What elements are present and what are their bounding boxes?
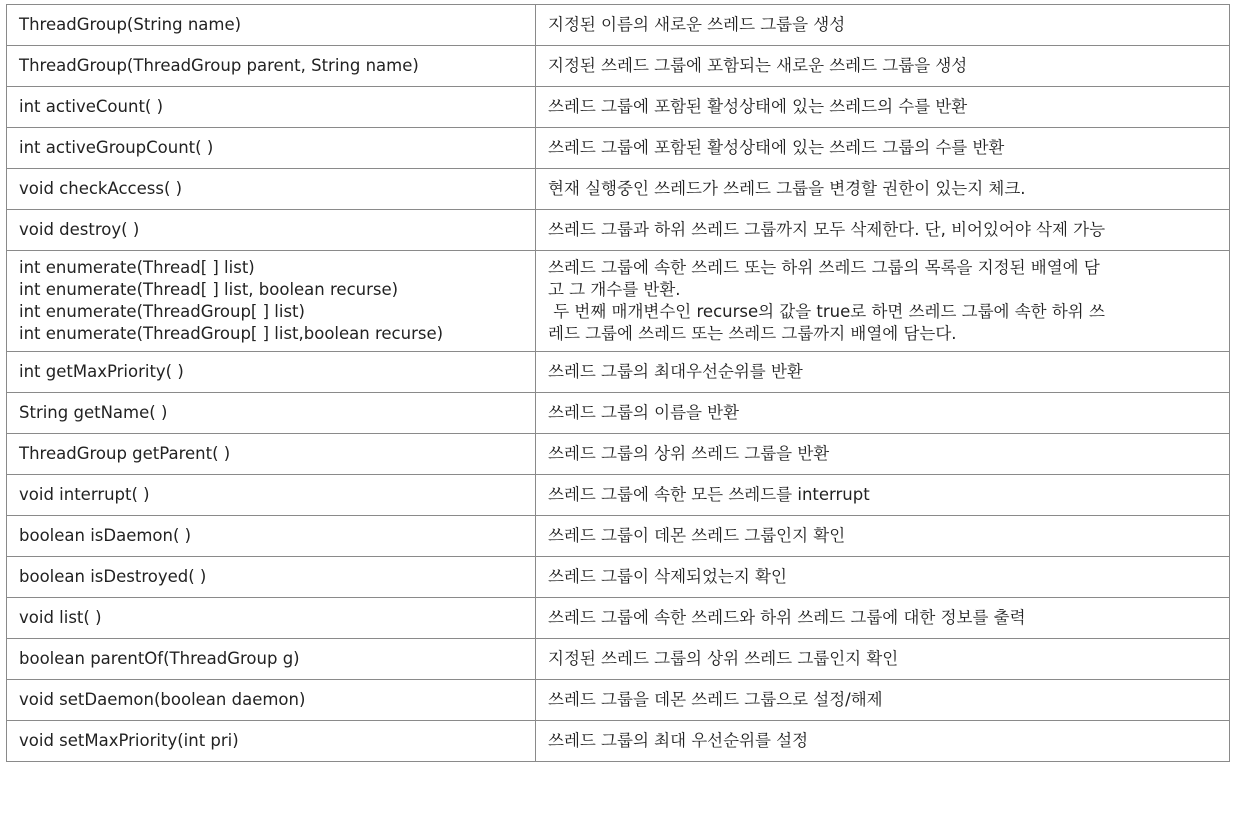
table-row — [7, 475, 1230, 516]
description-cell — [536, 46, 1230, 87]
method-signature: void setDaemon(boolean daemon) — [19, 690, 306, 709]
method-signature: ThreadGroup(ThreadGroup parent, String name) — [19, 56, 419, 75]
table-row — [7, 598, 1230, 639]
table-body — [7, 5, 1230, 762]
method-description: 쓰레드 그룹의 상위 쓰레드 그룹을 반환 — [548, 444, 830, 463]
method-signature: void list( ) — [19, 608, 102, 627]
method-description: 레드 그룹에 쓰레드 또는 쓰레드 그룹까지 배열에 담는다. — [548, 324, 957, 343]
description-cell — [536, 557, 1230, 598]
method-description: 쓰레드 그룹의 최대 우선순위를 설정 — [548, 731, 809, 750]
method-description: 쓰레드 그룹을 데몬 쓰레드 그룹으로 설정/해제 — [548, 690, 883, 709]
method-cell — [7, 128, 536, 169]
method-signature: int enumerate(Thread[ ] list) — [19, 258, 255, 277]
method-description: 쓰레드 그룹에 포함된 활성상태에 있는 쓰레드의 수를 반환 — [548, 97, 968, 116]
method-signature: void setMaxPriority(int pri) — [19, 731, 239, 750]
table-row — [7, 557, 1230, 598]
method-description: 지정된 쓰레드 그룹에 포함되는 새로운 쓰레드 그룹을 생성 — [548, 56, 968, 75]
table-row — [7, 251, 1230, 352]
method-description: 쓰레드 그룹에 속한 모든 쓰레드를 interrupt — [548, 485, 870, 504]
description-cell — [536, 352, 1230, 393]
description-cell — [536, 87, 1230, 128]
method-signature: void destroy( ) — [19, 220, 140, 239]
method-cell — [7, 516, 536, 557]
threadgroup-api-table-container — [6, 4, 1228, 762]
table-row — [7, 46, 1230, 87]
method-signature: int enumerate(ThreadGroup[ ] list) — [19, 302, 305, 321]
method-cell — [7, 680, 536, 721]
method-description: 쓰레드 그룹에 속한 쓰레드와 하위 쓰레드 그룹에 대한 정보를 출력 — [548, 608, 1026, 627]
method-cell — [7, 251, 536, 352]
method-cell — [7, 434, 536, 475]
description-cell — [536, 516, 1230, 557]
table-row — [7, 721, 1230, 762]
method-signature: int activeCount( ) — [19, 97, 164, 116]
method-cell — [7, 598, 536, 639]
method-description: 쓰레드 그룹과 하위 쓰레드 그룹까지 모두 삭제한다. 단, 비어있어야 삭제 가능 — [548, 220, 1106, 239]
table-row — [7, 434, 1230, 475]
table-row — [7, 87, 1230, 128]
table-row — [7, 393, 1230, 434]
method-cell — [7, 46, 536, 87]
description-cell — [536, 639, 1230, 680]
method-cell — [7, 352, 536, 393]
method-description: 쓰레드 그룹의 이름을 반환 — [548, 403, 740, 422]
description-cell — [536, 5, 1230, 46]
description-cell — [536, 680, 1230, 721]
table-row — [7, 5, 1230, 46]
method-cell — [7, 639, 536, 680]
method-description: 쓰레드 그룹이 데몬 쓰레드 그룹인지 확인 — [548, 526, 846, 545]
table-row — [7, 128, 1230, 169]
description-cell — [536, 169, 1230, 210]
table-row — [7, 639, 1230, 680]
method-description: 두 번째 매개변수인 recurse의 값을 true로 하면 쓰레드 그룹에 속한 하위 쓰 — [548, 302, 1105, 321]
method-description: 쓰레드 그룹에 포함된 활성상태에 있는 쓰레드 그룹의 수를 반환 — [548, 138, 1005, 157]
description-cell — [536, 475, 1230, 516]
method-signature: boolean isDestroyed( ) — [19, 567, 207, 586]
method-cell — [7, 393, 536, 434]
table-row — [7, 210, 1230, 251]
method-signature: String getName( ) — [19, 403, 168, 422]
method-signature: ThreadGroup(String name) — [19, 15, 242, 34]
method-description: 쓰레드 그룹이 삭제되었는지 확인 — [548, 567, 787, 586]
method-signature: int enumerate(ThreadGroup[ ] list,boolean recurse) — [19, 324, 444, 343]
threadgroup-api-table — [6, 4, 1230, 762]
method-description: 지정된 쓰레드 그룹의 상위 쓰레드 그룹인지 확인 — [548, 649, 899, 668]
method-signature: int getMaxPriority( ) — [19, 362, 184, 381]
method-cell — [7, 5, 536, 46]
method-description: 고 그 개수를 반환. — [548, 280, 681, 299]
description-cell — [536, 721, 1230, 762]
method-signature: ThreadGroup getParent( ) — [19, 444, 231, 463]
method-description: 쓰레드 그룹에 속한 쓰레드 또는 하위 쓰레드 그룹의 목록을 지정된 배열에 담 — [548, 258, 1100, 277]
method-description: 현재 실행중인 쓰레드가 쓰레드 그룹을 변경할 권한이 있는지 체크. — [548, 179, 1026, 198]
method-description: 지정된 이름의 새로운 쓰레드 그룹을 생성 — [548, 15, 846, 34]
method-cell — [7, 557, 536, 598]
description-cell — [536, 434, 1230, 475]
description-cell — [536, 393, 1230, 434]
method-cell — [7, 87, 536, 128]
method-signature: int activeGroupCount( ) — [19, 138, 214, 157]
description-cell — [536, 210, 1230, 251]
table-row — [7, 680, 1230, 721]
table-row — [7, 169, 1230, 210]
description-cell — [536, 251, 1230, 352]
method-cell — [7, 169, 536, 210]
method-signature: boolean isDaemon( ) — [19, 526, 192, 545]
method-signature: void checkAccess( ) — [19, 179, 183, 198]
method-cell — [7, 721, 536, 762]
method-cell — [7, 475, 536, 516]
method-signature: void interrupt( ) — [19, 485, 150, 504]
table-row — [7, 352, 1230, 393]
method-description: 쓰레드 그룹의 최대우선순위를 반환 — [548, 362, 803, 381]
description-cell — [536, 128, 1230, 169]
method-signature: int enumerate(Thread[ ] list, boolean recurse) — [19, 280, 399, 299]
description-cell — [536, 598, 1230, 639]
method-signature: boolean parentOf(ThreadGroup g) — [19, 649, 300, 668]
method-cell — [7, 210, 536, 251]
table-row — [7, 516, 1230, 557]
